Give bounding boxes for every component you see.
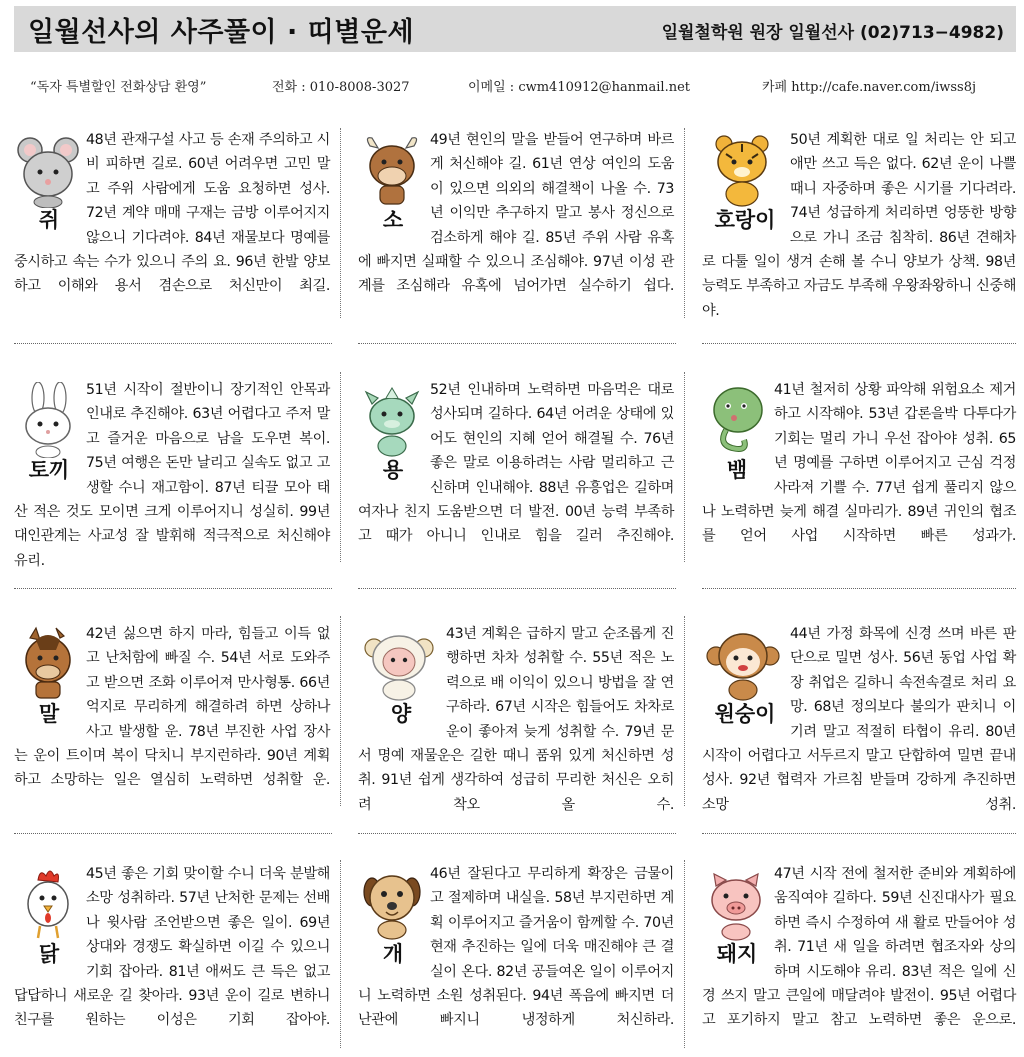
fortune-text: 47년 시작 전에 철저한 준비와 계획하에 움직여야 길하다. 59년 신진대사가 필요하면 즉시 수정하여 새 활로 만들어야 성취. 71년 새 일을 하려면 협조자와 상의하며 시도해야 유리. 83년 적은 일에 신경 쓰지 말고 큰일에 매달려야 발전이. 95년 어렵다고 포기하지 말고 참고 노력하면 좋은 운으로.: [702, 866, 1016, 1029]
contact-bar: [0, 76, 1024, 96]
animal-name: 닭: [38, 942, 60, 966]
row-divider: [702, 588, 1016, 589]
fortune-text: 45년 좋은 기회 맞이할 수니 더욱 분발해 소망 성취하라. 57년 난처한 문제는 선배나 윗사람 조언받으면 좋은 일이. 69년 상대와 경쟁도 확실하면 이길 수 있으니 기회 잡아라. 81년 애써도 큰 득은 없고 답답하니 새로운 길 찾아라. 93년 운이 길로 변하니 친구를 원하는 이성은 기회 잡아야.: [14, 866, 330, 1029]
animal-name: 개: [382, 942, 404, 966]
animal-name: 용: [382, 458, 404, 482]
animal-name: 토끼: [28, 458, 70, 482]
fortune-cell-ox: [358, 128, 674, 323]
fortune-cell-rat: [14, 128, 330, 323]
fortune-text: 51년 시작이 절반이니 장기적인 안목과 인내로 추진해야. 63년 어렵다고 주저 말고 즐거운 마음으로 남을 도우면 복이. 75년 여행은 돈만 날리고 실속도 없고 고생할 수니 재고함이. 87년 티끌 모아 태산 적은 것도 모이면 크게 이루어지니 성실히. 99년 대인관계는 사교성 잘 발휘해 적극적으로 처신해야 유리.: [14, 382, 330, 569]
animal-name: 쥐: [38, 208, 60, 232]
animal-name: 소: [382, 208, 404, 232]
animal-name: 양: [390, 702, 412, 726]
fortune-cell-snake: [702, 378, 1016, 573]
fortune-cell-rooster: [14, 862, 330, 1057]
horse-icon: [14, 622, 84, 728]
phone-text: 전화 : 010-8008-3027: [272, 80, 410, 95]
snake-icon: [702, 378, 772, 484]
row-divider: [358, 343, 676, 344]
column-divider: [340, 372, 341, 562]
email-link[interactable]: 이메일 : cwm410912@hanmail.net: [468, 80, 690, 95]
sheep-icon: [358, 622, 444, 728]
fortune-cell-horse: [14, 622, 330, 817]
promo-text: “독자 특별할인 전화상담 환영”: [30, 80, 207, 95]
rabbit-icon: [14, 378, 84, 484]
animal-name: 말: [38, 702, 60, 726]
rooster-icon: [14, 862, 84, 968]
animal-name: 원숭이: [714, 702, 776, 726]
fortune-cell-monkey: [702, 622, 1016, 842]
fortune-text: 49년 현인의 말을 받들어 연구하며 바르게 처신해야 길. 61년 연상 여인의 도움이 있으면 의외의 해결책이 나올 수. 73년 이익만 추구하지 말고 봉사 정신으로 검소하게 해야 길. 85년 주위 사람 유혹에 빠지면 실패할 수 있으니 조심해야. 97년 이성 관계를 조심해라 유혹에 넘어가면 실수하기 쉽다.: [358, 132, 674, 295]
fortune-text: 46년 잘된다고 무리하게 확장은 금물이고 절제하며 내실을. 58년 부지런하면 계획 이루어지고 즐거움이 함께할 수. 70년 현재 추진하는 일에 더욱 매진해야 큰 결실이 온다. 82년 공들여온 일이 이루어지니 노력하면 소원 성취된다. 94년 폭음에 빠지면 더 난관에 빠지니 냉정하게 처신하라.: [358, 866, 674, 1029]
fortune-text: 48년 관재구설 사고 등 손재 주의하고 시비 피하면 길로. 60년 어려우면 고민 말고 주위 사람에게 도움 요청하면 성사. 72년 계약 매매 구재는 금방 이루어지지 않으니 기다려야. 84년 재물보다 명예를 중시하고 속는 수가 있으니 주의 요. 96년 한발 양보하고 이해와 용서 겸손으로 처신만이 최길.: [14, 132, 330, 295]
fortune-text: 41년 철저히 상황 파악해 위험요소 제거하고 시작해야. 53년 갑론을박 다투다가 기회는 멀리 가니 우선 잡아야 성취. 65년 명예를 구하면 이루어지고 근심 걱정 사라져 기쁠 수. 77년 쉽게 풀리지 않으나 노력하면 늦게 해결 실마리가. 89년 귀인의 협조를 얻어 사업 시작하면 빠른 성과가.: [702, 382, 1016, 545]
fortune-text: 44년 가정 화목에 신경 쓰며 바른 판단으로 밀면 성사. 56년 동업 사업 확장 취업은 길하니 속전속결로 처리 요망. 68년 정의보다 불의가 판치니 이기려 말고 적절히 타협이 유리. 80년 시작이 어렵다고 서두르지 말고 단합하여 밀면 끝내 성사. 92년 협력자 가르침 받들며 강하게 추진하면 소망 성취.: [702, 626, 1016, 813]
column-divider: [340, 616, 341, 806]
column-divider: [684, 616, 685, 806]
dog-icon: [358, 862, 428, 968]
animal-name: 돼지: [716, 942, 758, 966]
row-divider: [14, 833, 332, 834]
fortune-cell-dog: [358, 862, 674, 1057]
column-divider: [684, 860, 685, 1048]
fortune-cell-tiger: [702, 128, 1016, 348]
row-divider: [14, 343, 332, 344]
monkey-icon: [702, 622, 788, 728]
fortune-text: 43년 계획은 급하지 말고 순조롭게 진행하면 차차 성취할 수. 55년 적은 노력으로 배 이익이 있으니 방법을 잘 연구하라. 67년 시작은 힘들어도 차차로 운이 좋아져 늦게 성취할 수. 79년 문서 명예 재물운은 길한 때니 품위 있게 처신하면 성취. 91년 쉽게 생각하여 성급히 무리한 처신은 오히려 착오 올 수.: [358, 626, 674, 813]
column-divider: [684, 128, 685, 318]
column-divider: [340, 128, 341, 318]
fortune-text: 50년 계획한 대로 일 처리는 안 되고 애만 쓰고 득은 없다. 62년 운이 나쁠 때니 자중하며 좋은 시기를 기다려라. 74년 성급하게 처리하면 엉뚱한 방향으로 가니 조금 침착히. 86년 견해차로 다툴 일이 생겨 손해 볼 수니 양보가 상책. 98년 능력도 부족하고 자금도 부족해 우왕좌왕하니 신중해야.: [702, 132, 1016, 319]
cafe-link[interactable]: 카페 http://cafe.naver.com/iwss8j: [762, 80, 977, 95]
fortune-cell-pig: [702, 862, 1016, 1057]
fortune-text: 52년 인내하며 노력하면 마음먹은 대로 성사되며 길하다. 64년 어려운 상태에 있어도 현인의 지혜 얻어 해결될 수. 76년 좋은 말로 이용하려는 사람 멀리하고 근신하며 인내해야. 88년 유흥업은 길하며 여자나 친지 도움받으면 더 발전. 00년 능력 부족하고 때가 아니니 인내로 힘을 길러 추진해야.: [358, 382, 674, 545]
dragon-icon: [358, 378, 428, 484]
header-banner: [14, 6, 1016, 52]
tiger-icon: [702, 128, 788, 234]
column-divider: [684, 372, 685, 562]
fortune-text: 42년 싫으면 하지 마라, 힘들고 이득 없고 난처함에 빠질 수. 54년 서로 도와주고 받으면 조화 이루어져 만사형통. 66년 억지로 무리하게 해결하려 하면 상하나 사고 발생할 운. 78년 부진한 사업 장사는 운이 트이며 복이 닥치니 부지런하라. 90년 계획하고 소망하는 일은 열심히 노력하면 성취할 운.: [14, 626, 330, 789]
pig-icon: [702, 862, 772, 968]
fortune-cell-dragon: [358, 378, 674, 573]
fortune-cell-rabbit: [14, 378, 330, 598]
author-info: 일월철학원 원장 일월선사 (02)713−4982): [661, 23, 1004, 43]
rat-icon: [14, 128, 84, 234]
ox-icon: [358, 128, 428, 234]
animal-name: 호랑이: [714, 208, 776, 232]
fortune-cell-sheep: [358, 622, 674, 842]
row-divider: [358, 588, 676, 589]
animal-name: 뱀: [726, 458, 748, 482]
column-divider: [340, 860, 341, 1048]
page-title: 일월선사의 사주풀이 · 띠별운세: [28, 17, 415, 48]
